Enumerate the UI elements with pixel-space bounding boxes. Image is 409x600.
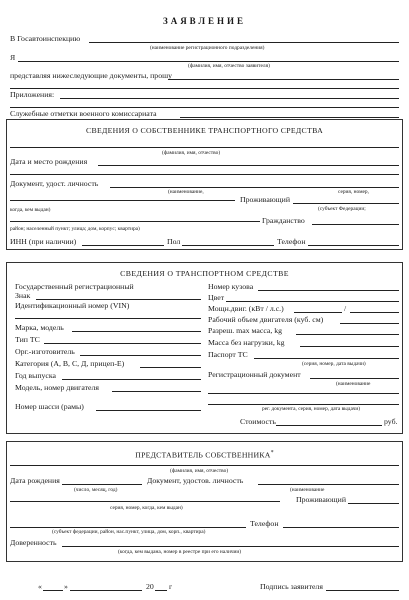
owner-phone-field[interactable] (308, 245, 399, 246)
owner-fio-hint: (фамилия, имя, отчество) (162, 150, 221, 156)
footer-signature-label: Подпись заявителя (260, 582, 323, 591)
veh-maker-label: Орг.-изготовитель (15, 347, 75, 356)
veh-chassis-field[interactable] (96, 410, 201, 411)
footer-date-close: » (64, 582, 68, 591)
owner-address-field[interactable] (10, 221, 260, 222)
veh-category-label: Категория (А, В, С, Д, прицеп-Е) (15, 359, 125, 368)
representative-heading-text: ПРЕДСТАВИТЕЛЬ СОБСТВЕННИКА (135, 450, 271, 460)
rep-id-name-hint: (наименование (290, 487, 325, 493)
veh-body-field[interactable] (258, 290, 399, 291)
veh-volume-label: Рабочий объем двигателя (куб. см) (208, 315, 324, 324)
veh-body-label: Номер кузова (208, 282, 254, 291)
veh-pts-hint: (серия, номер, дата выдачи) (302, 361, 366, 367)
rep-address-field[interactable] (10, 527, 246, 528)
owner-dob-field-2[interactable] (10, 174, 399, 175)
veh-pts-field[interactable] (254, 358, 399, 359)
veh-power-label: Мощн.двиг. (кВт / л.с.) (208, 304, 284, 313)
veh-unladen-field[interactable] (300, 346, 399, 347)
veh-engine-label: Модель, номер двигателя (15, 383, 99, 392)
owner-sex-field[interactable] (182, 245, 274, 246)
owner-id-doc-label: Документ, удост. личность (10, 179, 99, 188)
owner-citizenship-label: Гражданство (262, 216, 305, 225)
military-label: Служебные отметки военного комиссариата (10, 109, 157, 118)
veh-reg-sign-label-2: Знак (15, 291, 31, 300)
footer-date-open: « (38, 582, 42, 591)
footer-year-prefix: 20 (146, 582, 154, 591)
rep-residing-field[interactable] (348, 503, 399, 504)
owner-address-hint: район; населенный пункт; улица; дом, корпус; квартира) (10, 226, 140, 232)
veh-reg-doc-label: Регистрационный документ (208, 370, 301, 379)
veh-reg-doc-name-hint: (наименование (336, 381, 371, 387)
veh-reg-doc-hint: рег. документа, серия, номер, дата выдачи) (262, 406, 361, 412)
veh-max-mass-field[interactable] (296, 334, 399, 335)
owner-fio-field[interactable] (10, 147, 399, 148)
request-field-2[interactable] (10, 88, 399, 89)
veh-chassis-label: Номер шасси (рамы) (15, 402, 84, 411)
veh-vin-label: Идентификационный номер (VIN) (15, 301, 130, 310)
veh-cost-unit: руб. (384, 417, 398, 426)
rep-id-doc-label: Документ, удостов. личность (147, 476, 244, 485)
veh-cost-label: Стоимость (240, 417, 276, 426)
veh-type-field[interactable] (44, 343, 201, 344)
owner-dob-label: Дата и место рождения (10, 157, 88, 166)
veh-type-label: Тип ТС (15, 335, 40, 344)
representative-heading (6, 450, 403, 459)
owner-sex-label: Пол (167, 237, 181, 246)
veh-make-field[interactable] (72, 331, 201, 332)
veh-color-label: Цвет (208, 293, 225, 302)
footer-year-suffix: г (169, 582, 173, 591)
footer-day-field[interactable] (43, 590, 63, 591)
veh-cost-field[interactable] (276, 425, 382, 426)
document-title: ЗАЯВЛЕНИЕ (162, 16, 247, 26)
rep-phone-field[interactable] (283, 527, 399, 528)
attachments-field-1[interactable] (60, 98, 399, 99)
rep-id-doc-field[interactable] (258, 484, 399, 485)
rep-poa-hint: (когда, кем выдана, номер в реестре при его наличии) (118, 549, 242, 555)
veh-year-label: Год выпуска (15, 371, 56, 380)
veh-color-field[interactable] (226, 301, 399, 302)
ya-label: Я (10, 53, 16, 62)
attachments-field-2[interactable] (10, 107, 399, 108)
veh-reg-sign-field[interactable] (36, 299, 201, 300)
veh-engine-field[interactable] (112, 391, 201, 392)
rep-subject-hint: (субъект федерации, район, нас.пункт, улица, дом, корп., квартира) (52, 529, 206, 535)
veh-power-separator: / (344, 304, 347, 313)
owner-id-doc-field-2[interactable] (10, 200, 235, 201)
owner-heading: СВЕДЕНИЯ О СОБСТВЕННИКЕ ТРАНСПОРТНОГО СРЕДСТВА (85, 126, 324, 135)
owner-id-name-hint: (наименование, (168, 189, 204, 195)
veh-reg-sign-label: Государственный регистрационный (15, 282, 134, 291)
veh-reg-doc-field-3[interactable] (208, 404, 399, 405)
veh-unladen-label: Масса без нагрузки, kg (208, 338, 285, 347)
rep-dob-label: Дата рождения (10, 476, 60, 485)
rep-phone-label: Телефон (250, 519, 279, 528)
veh-category-field[interactable] (140, 367, 201, 368)
to-gai-label: В Госавтоинспекцию (10, 34, 81, 43)
owner-residing-field[interactable] (293, 203, 399, 204)
veh-max-mass-label: Разреш. max масса, kg (208, 326, 283, 335)
veh-vin-field[interactable] (15, 318, 201, 319)
applicant-name-hint: (фамилия, имя, отчество заявителя) (188, 63, 270, 69)
veh-year-field[interactable] (62, 379, 201, 380)
veh-power-hp-field[interactable] (350, 312, 399, 313)
present-docs-label: представляя нижеследующие документы, прошу (10, 71, 173, 80)
attachments-label: Приложения: (10, 90, 55, 99)
owner-id-doc-field[interactable] (110, 187, 399, 188)
footer-month-field[interactable] (70, 590, 142, 591)
rep-id-doc-field-2[interactable] (10, 501, 280, 502)
veh-pts-label: Паспорт ТС (208, 350, 248, 359)
veh-make-label: Марка, модель (15, 323, 64, 332)
owner-id-series-hint: серия, номер, (338, 189, 369, 195)
gai-unit-field[interactable] (89, 42, 399, 43)
owner-subject-hint: (субъект Федерации; (318, 206, 366, 212)
veh-volume-field[interactable] (340, 323, 399, 324)
rep-date-hint: (число, месяц, год) (74, 487, 118, 493)
vehicle-heading: СВЕДЕНИЯ О ТРАНСПОРТНОМ СРЕДСТВЕ (120, 269, 289, 278)
owner-citizenship-field[interactable] (312, 224, 399, 225)
veh-reg-doc-field[interactable] (310, 378, 399, 379)
veh-maker-field[interactable] (80, 355, 201, 356)
military-field[interactable] (180, 117, 399, 118)
footer-signature-field[interactable] (326, 590, 399, 591)
gai-unit-hint: (наименование регистрационного подразделения) (150, 45, 265, 51)
owner-inn-label: ИНН (при наличии) (10, 237, 77, 246)
rep-fio-hint: (фамилия, имя, отчество) (170, 468, 229, 474)
veh-power-kw-field[interactable] (294, 312, 342, 313)
representative-footnote-mark: * (270, 450, 274, 456)
veh-reg-doc-field-2[interactable] (208, 393, 399, 394)
rep-poa-field[interactable] (62, 546, 399, 547)
footer-year-field[interactable] (155, 590, 167, 591)
rep-dob-field[interactable] (62, 484, 142, 485)
owner-residing-label: Проживающий (240, 195, 291, 204)
applicant-name-field[interactable] (18, 61, 399, 62)
owner-dob-field[interactable] (98, 165, 399, 166)
request-field-1[interactable] (168, 79, 399, 80)
owner-issued-hint: когда, кем выдан) (10, 207, 51, 213)
rep-poa-label: Доверенность (10, 538, 57, 547)
rep-issued-hint: серия, номер, когда, кем выдан) (110, 505, 183, 511)
rep-residing-label: Проживающий (296, 495, 347, 504)
owner-phone-label: Телефон (277, 237, 306, 246)
rep-fio-field[interactable] (10, 465, 399, 466)
owner-inn-field[interactable] (82, 245, 164, 246)
